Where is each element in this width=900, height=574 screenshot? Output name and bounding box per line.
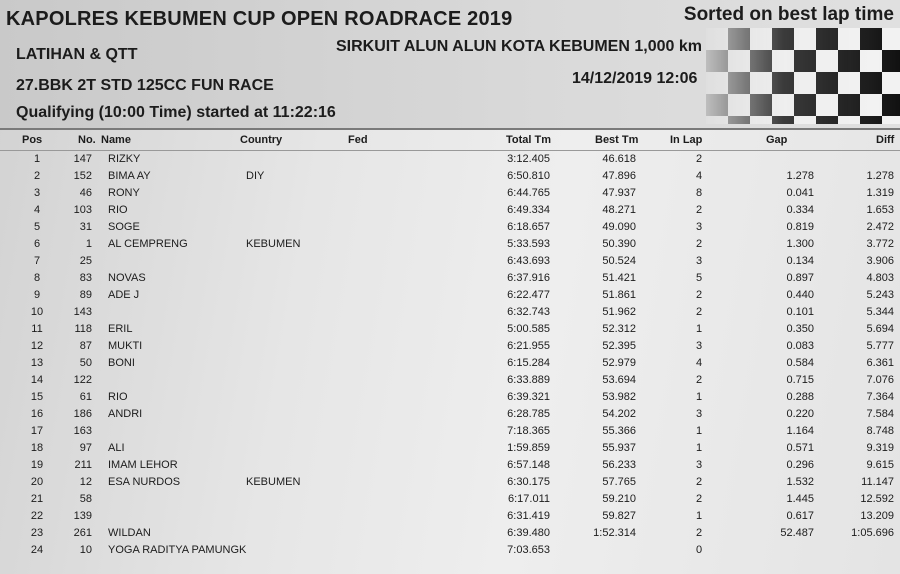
total-time-cell: 6:30.175 (507, 476, 550, 488)
in-lap-cell: 2 (695, 527, 703, 539)
total-time-cell: 5:33.593 (507, 238, 550, 250)
pos-cell: 15 (30, 391, 44, 403)
best-time-cell: 46.618 (602, 153, 636, 165)
rider-name-cell: SOGE (108, 221, 140, 233)
gap-cell: 0.220 (786, 408, 814, 420)
checkered-flag-icon (706, 28, 900, 124)
pos-cell: 14 (30, 374, 44, 386)
in-lap-cell: 3 (695, 255, 703, 267)
rider-name-cell: ADE J (108, 289, 140, 301)
pos-cell: 9 (33, 289, 41, 301)
best-time-cell: 47.937 (602, 187, 636, 199)
best-time-cell: 52.395 (602, 340, 636, 352)
in-lap-cell: 2 (695, 204, 703, 216)
table-row (0, 508, 900, 525)
diff-cell: 5.243 (866, 289, 894, 301)
diff-cell: 13.209 (860, 510, 894, 522)
gap-cell: 0.897 (786, 272, 814, 284)
total-time-cell: 6:15.284 (507, 357, 550, 369)
rider-number-cell: 31 (79, 221, 92, 233)
best-time-cell: 49.090 (602, 221, 636, 233)
rider-number-cell: 211 (74, 459, 92, 471)
gap-cell: 0.617 (786, 510, 814, 522)
total-time-cell: 7:03.653 (507, 544, 550, 556)
rider-number-cell: 118 (74, 323, 92, 335)
table-row (0, 185, 900, 202)
table-row (0, 168, 900, 185)
table-row (0, 542, 900, 559)
country-cell: DIY (246, 170, 265, 182)
best-time-cell: 50.390 (602, 238, 636, 250)
total-time-cell: 5:00.585 (507, 323, 550, 335)
rider-number-cell: 25 (79, 255, 92, 267)
rider-name-cell: BIMA AY (108, 170, 151, 182)
col-in-lap-header: In Lap (670, 134, 703, 146)
diff-cell: 6.361 (866, 357, 894, 369)
pos-cell: 10 (30, 306, 44, 318)
gap-cell: 0.041 (786, 187, 814, 199)
in-lap-cell: 1 (695, 442, 703, 454)
total-time-cell: 6:28.785 (507, 408, 550, 420)
in-lap-cell: 1 (695, 323, 703, 335)
country-cell: KEBUMEN (246, 238, 301, 250)
rider-number-cell: 97 (79, 442, 92, 454)
col-fed-header: Fed (348, 134, 368, 146)
table-row (0, 304, 900, 321)
table-row (0, 236, 900, 253)
rider-name-cell: WILDAN (108, 527, 151, 539)
rider-number-cell: 83 (79, 272, 92, 284)
in-lap-cell: 3 (695, 459, 703, 471)
pos-cell: 5 (33, 221, 41, 233)
pos-cell: 21 (30, 493, 44, 505)
rider-number-cell: 50 (79, 357, 92, 369)
rider-name-cell: MUKTI (108, 340, 143, 352)
rider-number-cell: 152 (73, 170, 92, 182)
pos-cell: 3 (33, 187, 41, 199)
diff-cell: 5.344 (866, 306, 894, 318)
diff-cell: 5.777 (866, 340, 894, 352)
pos-cell: 13 (30, 357, 44, 369)
pos-cell: 4 (33, 204, 41, 216)
total-time-cell: 6:17.011 (507, 493, 550, 505)
best-time-cell: 55.366 (602, 425, 636, 437)
rider-name-cell: ERIL (108, 323, 133, 335)
total-time-cell: 6:49.334 (507, 204, 550, 216)
total-time-cell: 6:18.657 (507, 221, 550, 233)
gap-cell: 0.440 (786, 289, 814, 301)
pos-cell: 18 (30, 442, 44, 454)
total-time-cell: 6:21.955 (507, 340, 550, 352)
in-lap-cell: 1 (695, 425, 703, 437)
diff-cell: 9.319 (866, 442, 894, 454)
col-country-header: Country (240, 134, 283, 146)
datetime-label: 14/12/2019 12:06 (572, 70, 698, 87)
in-lap-cell: 1 (695, 510, 703, 522)
gap-cell: 1.532 (786, 476, 814, 488)
gap-cell: 0.819 (786, 221, 814, 233)
best-time-cell: 53.694 (602, 374, 636, 386)
rider-number-cell: 87 (79, 340, 92, 352)
rider-number-cell: 103 (73, 204, 92, 216)
rider-number-cell: 139 (73, 510, 92, 522)
table-row (0, 423, 900, 440)
table-row (0, 406, 900, 423)
pos-cell: 7 (33, 255, 41, 267)
table-row (0, 457, 900, 474)
best-time-cell: 52.312 (602, 323, 636, 335)
gap-cell: 0.571 (786, 442, 814, 454)
best-time-cell: 59.827 (602, 510, 636, 522)
best-time-cell: 51.861 (602, 289, 636, 301)
rider-name-cell: AL CEMPRENG (108, 238, 188, 250)
rider-name-cell: ANDRI (108, 408, 143, 420)
diff-cell: 12.592 (860, 493, 894, 505)
col-pos-header: Pos (22, 134, 43, 146)
total-time-cell: 6:39.321 (507, 391, 550, 403)
in-lap-cell: 1 (695, 391, 703, 403)
col-total-header: Total Tm (506, 134, 552, 146)
total-time-cell: 6:44.765 (507, 187, 550, 199)
gap-cell: 0.083 (786, 340, 814, 352)
in-lap-cell: 2 (695, 476, 703, 488)
in-lap-cell: 5 (695, 272, 703, 284)
pos-cell: 16 (30, 408, 44, 420)
gap-cell: 52.487 (780, 527, 814, 539)
rider-name-cell: ESA NURDOS (108, 476, 181, 488)
in-lap-cell: 3 (695, 408, 703, 420)
rider-number-cell: 46 (79, 187, 92, 199)
country-cell: KEBUMEN (246, 476, 301, 488)
total-time-cell: 6:32.743 (507, 306, 550, 318)
gap-cell: 1.300 (786, 238, 814, 250)
total-time-cell: 7:18.365 (507, 425, 550, 437)
col-diff-header: Diff (876, 134, 895, 146)
diff-cell: 1.319 (866, 187, 894, 199)
rider-name-cell: RIO (108, 204, 128, 216)
table-row (0, 525, 900, 542)
col-gap-header: Gap (766, 134, 788, 146)
rider-number-cell: 261 (73, 527, 92, 539)
rider-name-cell: NOVAS (108, 272, 146, 284)
rider-name-cell: RIZKY (108, 153, 141, 165)
diff-cell: 7.076 (866, 374, 894, 386)
diff-cell: 1:05.696 (851, 527, 894, 539)
in-lap-cell: 8 (695, 187, 703, 199)
col-name-header: Name (101, 134, 131, 146)
diff-cell: 8.748 (866, 425, 894, 437)
total-time-cell: 6:57.148 (507, 459, 550, 471)
rider-name-cell: RONY (108, 187, 140, 199)
session-label: LATIHAN & QTT (16, 46, 138, 63)
in-lap-cell: 2 (695, 153, 703, 165)
pos-cell: 6 (33, 238, 41, 250)
diff-cell: 1.653 (866, 204, 894, 216)
gap-cell: 0.334 (786, 204, 814, 216)
gap-cell: 0.101 (786, 306, 814, 318)
pos-cell: 22 (30, 510, 44, 522)
gap-cell: 1.445 (786, 493, 814, 505)
best-time-cell: 59.210 (602, 493, 636, 505)
total-time-cell: 6:39.480 (507, 527, 550, 539)
diff-cell: 9.615 (866, 459, 894, 471)
pos-cell: 24 (30, 544, 44, 556)
gap-cell: 0.350 (786, 323, 814, 335)
total-time-cell: 3:12.405 (507, 153, 550, 165)
pos-cell: 23 (30, 527, 44, 539)
gap-cell: 0.296 (786, 459, 814, 471)
pos-cell: 19 (30, 459, 44, 471)
rider-number-cell: 186 (73, 408, 92, 420)
table-header (0, 134, 900, 150)
table-row (0, 151, 900, 168)
rider-number-cell: 10 (79, 544, 92, 556)
best-time-cell: 1:52.314 (593, 527, 636, 539)
rider-number-cell: 12 (79, 476, 92, 488)
diff-cell: 5.694 (866, 323, 894, 335)
total-time-cell: 6:22.477 (507, 289, 550, 301)
table-row (0, 270, 900, 287)
in-lap-cell: 3 (695, 340, 703, 352)
rider-number-cell: 1 (85, 238, 92, 250)
rider-number-cell: 143 (73, 306, 92, 318)
rider-name-cell: RIO (108, 391, 128, 403)
diff-cell: 7.364 (866, 391, 894, 403)
table-row (0, 338, 900, 355)
table-row (0, 253, 900, 270)
best-time-cell: 54.202 (602, 408, 636, 420)
gap-cell: 0.584 (786, 357, 814, 369)
results-table (0, 151, 900, 559)
in-lap-cell: 2 (695, 238, 703, 250)
table-row (0, 202, 900, 219)
best-time-cell: 55.937 (602, 442, 636, 454)
rider-number-cell: 89 (79, 289, 92, 301)
in-lap-cell: 2 (695, 289, 703, 301)
best-time-cell: 57.765 (602, 476, 636, 488)
pos-cell: 2 (33, 170, 41, 182)
table-row (0, 219, 900, 236)
pos-cell: 20 (30, 476, 44, 488)
event-title: KAPOLRES KEBUMEN CUP OPEN ROADRACE 2019 (6, 8, 513, 30)
table-row (0, 287, 900, 304)
diff-cell: 3.772 (866, 238, 894, 250)
table-row (0, 321, 900, 338)
best-time-cell: 52.979 (602, 357, 636, 369)
gap-cell: 1.164 (786, 425, 814, 437)
in-lap-cell: 4 (695, 357, 703, 369)
total-time-cell: 6:50.810 (507, 170, 550, 182)
total-time-cell: 6:31.419 (507, 510, 550, 522)
total-time-cell: 6:43.693 (507, 255, 550, 267)
pos-cell: 1 (33, 153, 41, 165)
diff-cell: 3.906 (866, 255, 894, 267)
rider-name-cell: IMAM LEHOR (108, 459, 178, 471)
circuit-label: SIRKUIT ALUN ALUN KOTA KEBUMEN 1,000 km (336, 38, 702, 55)
rider-number-cell: 61 (79, 391, 92, 403)
gap-cell: 0.288 (786, 391, 814, 403)
table-row (0, 372, 900, 389)
total-time-cell: 6:37.916 (507, 272, 550, 284)
rider-number-cell: 122 (73, 374, 92, 386)
results-header (0, 0, 900, 130)
rider-name-cell: BONI (108, 357, 135, 369)
best-time-cell: 51.421 (602, 272, 636, 284)
in-lap-cell: 2 (695, 493, 703, 505)
best-time-cell: 48.271 (602, 204, 636, 216)
rider-name-cell: ALI (108, 442, 125, 454)
in-lap-cell: 2 (695, 306, 703, 318)
col-no-header: No. (78, 134, 96, 146)
in-lap-cell: 2 (695, 374, 703, 386)
sort-label: Sorted on best lap time (683, 4, 894, 25)
table-row (0, 440, 900, 457)
in-lap-cell: 3 (695, 221, 703, 233)
best-time-cell: 53.982 (602, 391, 636, 403)
pos-cell: 8 (33, 272, 41, 284)
table-row (0, 474, 900, 491)
pos-cell: 11 (31, 323, 43, 335)
in-lap-cell: 0 (695, 544, 703, 556)
total-time-cell: 6:33.889 (507, 374, 550, 386)
table-row (0, 355, 900, 372)
diff-cell: 4.803 (866, 272, 894, 284)
pos-cell: 17 (30, 425, 44, 437)
best-time-cell: 56.233 (602, 459, 636, 471)
race-class-label: 27.BBK 2T STD 125CC FUN RACE (16, 77, 274, 94)
gap-cell: 0.134 (786, 255, 814, 267)
diff-cell: 2.472 (866, 221, 894, 233)
col-best-header: Best Tm (595, 134, 639, 146)
diff-cell: 1.278 (866, 170, 894, 182)
best-time-cell: 50.524 (602, 255, 636, 267)
pos-cell: 12 (30, 340, 44, 352)
rider-number-cell: 147 (73, 153, 92, 165)
best-time-cell: 51.962 (602, 306, 636, 318)
rider-name-cell: YOGA RADITYA PAMUNGK (108, 544, 247, 556)
best-time-cell: 47.896 (602, 170, 636, 182)
total-time-cell: 1:59.859 (507, 442, 550, 454)
diff-cell: 11.147 (861, 476, 894, 488)
rider-number-cell: 163 (73, 425, 92, 437)
diff-cell: 7.584 (866, 408, 894, 420)
gap-cell: 1.278 (786, 170, 814, 182)
rider-number-cell: 58 (79, 493, 92, 505)
gap-cell: 0.715 (786, 374, 814, 386)
table-row (0, 389, 900, 406)
table-row (0, 491, 900, 508)
qualifying-label: Qualifying (10:00 Time) started at 11:22:16 (16, 104, 336, 121)
in-lap-cell: 4 (695, 170, 703, 182)
